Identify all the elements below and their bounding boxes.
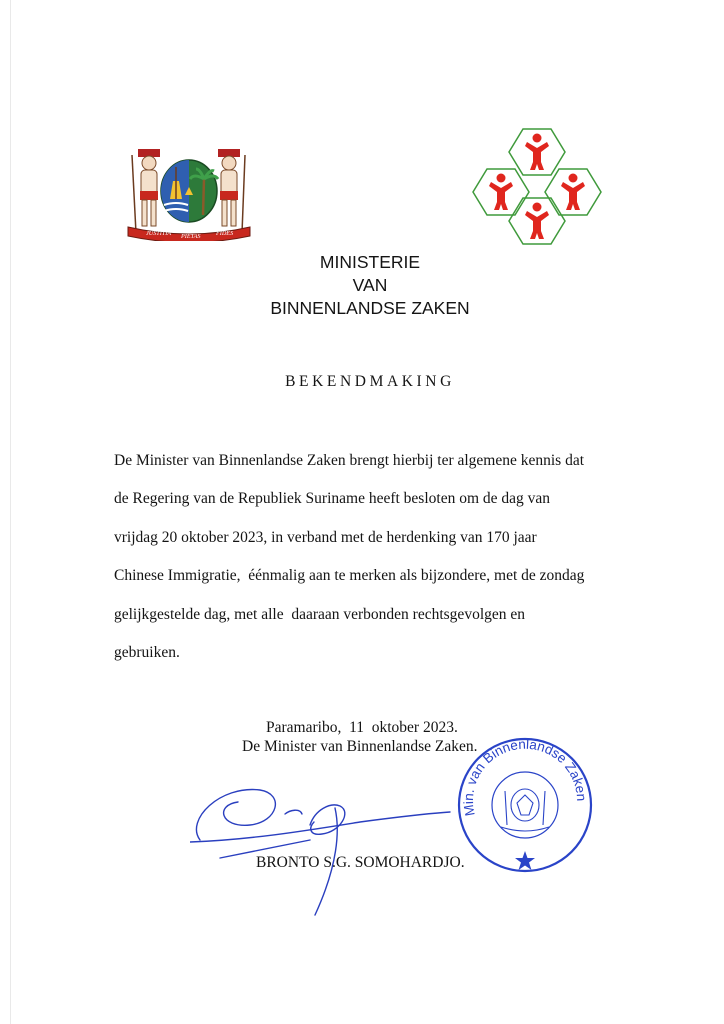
signature-icon xyxy=(190,770,490,920)
page-edge-line xyxy=(10,0,11,1024)
signatory-name: BRONTO S.G. SOMOHARDJO. xyxy=(256,854,465,871)
stamp-text: Min. van Binnenlandse Zaken xyxy=(460,736,590,818)
notice-title: BEKENDMAKING xyxy=(285,373,455,390)
notice-body-line: de Regering van de Republiek Suriname heeft besloten om de dag van xyxy=(114,490,551,507)
official-stamp-icon xyxy=(455,733,595,878)
ministry-title-line: MINISTERIE xyxy=(319,252,421,272)
right-supporter-figure xyxy=(218,149,245,233)
notice-body-line: gebruiken. xyxy=(114,644,180,661)
notice-body-line: Chinese Immigratie, éénmalig aan te merken als bijzondere, met de zondag xyxy=(114,567,585,584)
ministry-title-line: VAN xyxy=(352,275,388,295)
motto-word: PIETAS xyxy=(181,233,201,240)
notice-body-line: De Minister van Binnenlandse Zaken brengt hierbij ter algemene kennis dat xyxy=(114,452,585,469)
place-date: Paramaribo, 11 oktober 2023. xyxy=(266,719,458,736)
ministry-logo-icon xyxy=(472,126,602,250)
notice-body-line: gelijkgestelde dag, met alle daaraan verbonden rechtsgevolgen en xyxy=(114,606,526,623)
signatory-title: De Minister van Binnenlandse Zaken. xyxy=(242,738,478,755)
left-supporter-figure xyxy=(132,149,160,233)
shield xyxy=(161,160,218,222)
motto-word: JUSTITIA xyxy=(146,230,172,237)
coat-of-arms-icon xyxy=(124,143,254,241)
notice-body-line: vrijdag 20 oktober 2023, in verband met de herdenking van 170 jaar xyxy=(114,529,537,546)
motto-word: FIDES xyxy=(216,230,234,237)
ministry-title-line: BINNENLANDSE ZAKEN xyxy=(270,298,470,318)
